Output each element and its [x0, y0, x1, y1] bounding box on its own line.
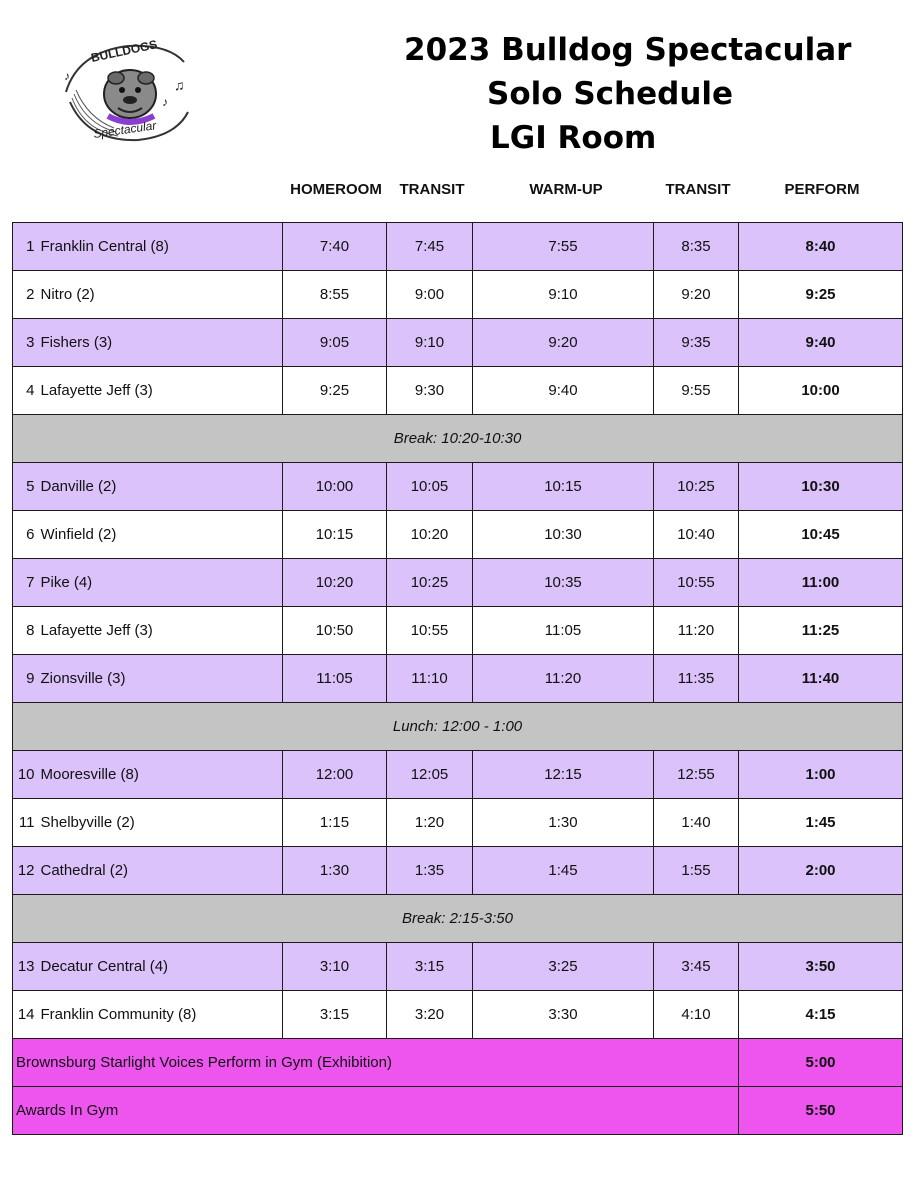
warmup-time: 1:30: [473, 799, 654, 847]
transit-time-1: 3:15: [387, 943, 473, 991]
warmup-time: 10:30: [473, 511, 654, 559]
row-number: 3: [13, 319, 38, 367]
warmup-time: 12:15: [473, 751, 654, 799]
warmup-time: 11:05: [473, 607, 654, 655]
bulldog-logo: [58, 32, 198, 152]
schedule-row: [13, 655, 903, 703]
break-label: Break: 10:20-10:30: [13, 415, 903, 463]
transit-time-2: 4:10: [654, 991, 739, 1039]
warmup-time: 9:40: [473, 367, 654, 415]
svg-text:♪: ♪: [162, 95, 168, 109]
warmup-time: 3:25: [473, 943, 654, 991]
homeroom-time: 8:55: [283, 271, 387, 319]
schedule-row: [13, 511, 903, 559]
perform-time: 10:30: [739, 463, 903, 511]
title-line-3: LGI Room: [490, 120, 657, 156]
transit-time-2: 8:35: [654, 223, 739, 271]
warmup-time: 11:20: [473, 655, 654, 703]
perform-time: 9:25: [739, 271, 903, 319]
row-number: 5: [13, 463, 38, 511]
transit-time-1: 10:55: [387, 607, 473, 655]
school-name: Decatur Central (4): [38, 943, 283, 991]
perform-time: 11:40: [739, 655, 903, 703]
schedule-row: [13, 799, 903, 847]
svg-text:♪: ♪: [64, 69, 70, 83]
perform-time: 10:00: [739, 367, 903, 415]
schedule-row: [13, 223, 903, 271]
row-number: 6: [13, 511, 38, 559]
title-line-2: Solo Schedule: [487, 76, 734, 112]
transit-time-2: 10:40: [654, 511, 739, 559]
homeroom-time: 9:05: [283, 319, 387, 367]
break-row: [13, 703, 903, 751]
schedule-table: [12, 222, 903, 1135]
homeroom-time: 10:15: [283, 511, 387, 559]
transit-time-2: 3:45: [654, 943, 739, 991]
row-number: 8: [13, 607, 38, 655]
homeroom-time: 9:25: [283, 367, 387, 415]
warmup-time: 10:15: [473, 463, 654, 511]
row-number: 9: [13, 655, 38, 703]
transit-time-1: 9:30: [387, 367, 473, 415]
break-label: Lunch: 12:00 - 1:00: [13, 703, 903, 751]
transit-time-2: 12:55: [654, 751, 739, 799]
homeroom-time: 10:50: [283, 607, 387, 655]
school-name: Shelbyville (2): [38, 799, 283, 847]
transit-time-2: 11:35: [654, 655, 739, 703]
row-number: 2: [13, 271, 38, 319]
perform-time: 11:00: [739, 559, 903, 607]
warmup-time: 9:20: [473, 319, 654, 367]
school-name: Franklin Community (8): [38, 991, 283, 1039]
row-number: 13: [13, 943, 38, 991]
warmup-time: 1:45: [473, 847, 654, 895]
event-time: 5:00: [739, 1039, 903, 1087]
break-row: [13, 415, 903, 463]
school-name: Cathedral (2): [38, 847, 283, 895]
transit-time-1: 7:45: [387, 223, 473, 271]
schedule-row: [13, 319, 903, 367]
transit-time-2: 1:40: [654, 799, 739, 847]
schedule-row: [13, 463, 903, 511]
column-headers: [0, 181, 918, 205]
header-warmup: WARM-UP: [529, 181, 603, 198]
school-name: Pike (4): [38, 559, 283, 607]
warmup-time: 10:35: [473, 559, 654, 607]
homeroom-time: 3:15: [283, 991, 387, 1039]
school-name: Winfield (2): [38, 511, 283, 559]
transit-time-2: 11:20: [654, 607, 739, 655]
perform-time: 3:50: [739, 943, 903, 991]
perform-time: 9:40: [739, 319, 903, 367]
homeroom-time: 10:20: [283, 559, 387, 607]
transit-time-1: 3:20: [387, 991, 473, 1039]
transit-time-2: 10:55: [654, 559, 739, 607]
homeroom-time: 1:30: [283, 847, 387, 895]
homeroom-time: 11:05: [283, 655, 387, 703]
break-row: [13, 895, 903, 943]
homeroom-time: 3:10: [283, 943, 387, 991]
homeroom-time: 7:40: [283, 223, 387, 271]
perform-time: 8:40: [739, 223, 903, 271]
row-number: 1: [13, 223, 38, 271]
perform-time: 2:00: [739, 847, 903, 895]
transit-time-2: 9:20: [654, 271, 739, 319]
schedule-row: [13, 367, 903, 415]
homeroom-time: 12:00: [283, 751, 387, 799]
school-name: Danville (2): [38, 463, 283, 511]
header-transit-1: TRANSIT: [399, 181, 465, 198]
title-line-1: 2023 Bulldog Spectacular: [404, 32, 852, 68]
event-row: [13, 1039, 903, 1087]
transit-time-1: 10:05: [387, 463, 473, 511]
break-label: Break: 2:15-3:50: [13, 895, 903, 943]
school-name: Mooresville (8): [38, 751, 283, 799]
warmup-time: 3:30: [473, 991, 654, 1039]
event-row: [13, 1087, 903, 1135]
row-number: 10: [13, 751, 38, 799]
homeroom-time: 1:15: [283, 799, 387, 847]
row-number: 12: [13, 847, 38, 895]
event-label: Brownsburg Starlight Voices Perform in Gym (Exhibition): [13, 1039, 739, 1087]
logo-text-bottom: Spectacular: [92, 118, 158, 141]
warmup-time: 9:10: [473, 271, 654, 319]
schedule-row: [13, 607, 903, 655]
perform-time: 4:15: [739, 991, 903, 1039]
transit-time-1: 12:05: [387, 751, 473, 799]
schedule-row: [13, 847, 903, 895]
perform-time: 1:45: [739, 799, 903, 847]
school-name: Zionsville (3): [38, 655, 283, 703]
warmup-time: 7:55: [473, 223, 654, 271]
transit-time-1: 11:10: [387, 655, 473, 703]
schedule-row: [13, 271, 903, 319]
transit-time-1: 10:25: [387, 559, 473, 607]
school-name: Lafayette Jeff (3): [38, 607, 283, 655]
event-label: Awards In Gym: [13, 1087, 739, 1135]
transit-time-2: 9:35: [654, 319, 739, 367]
perform-time: 11:25: [739, 607, 903, 655]
transit-time-2: 9:55: [654, 367, 739, 415]
transit-time-1: 9:10: [387, 319, 473, 367]
transit-time-1: 1:35: [387, 847, 473, 895]
perform-time: 10:45: [739, 511, 903, 559]
header-transit-2: TRANSIT: [665, 181, 731, 198]
perform-time: 1:00: [739, 751, 903, 799]
event-time: 5:50: [739, 1087, 903, 1135]
header-homeroom: HOMEROOM: [290, 181, 382, 198]
schedule-row: [13, 751, 903, 799]
schedule-row: [13, 991, 903, 1039]
row-number: 4: [13, 367, 38, 415]
schedule-row: [13, 559, 903, 607]
school-name: Lafayette Jeff (3): [38, 367, 283, 415]
transit-time-2: 10:25: [654, 463, 739, 511]
homeroom-time: 10:00: [283, 463, 387, 511]
row-number: 14: [13, 991, 38, 1039]
svg-text:♫: ♫: [174, 77, 185, 93]
row-number: 11: [13, 799, 38, 847]
school-name: Fishers (3): [38, 319, 283, 367]
row-number: 7: [13, 559, 38, 607]
transit-time-1: 1:20: [387, 799, 473, 847]
schedule-row: [13, 943, 903, 991]
school-name: Franklin Central (8): [38, 223, 283, 271]
transit-time-1: 10:20: [387, 511, 473, 559]
school-name: Nitro (2): [38, 271, 283, 319]
transit-time-1: 9:00: [387, 271, 473, 319]
transit-time-2: 1:55: [654, 847, 739, 895]
logo-text-top: BULLDOGS: [89, 37, 159, 65]
header-perform: PERFORM: [784, 181, 860, 198]
